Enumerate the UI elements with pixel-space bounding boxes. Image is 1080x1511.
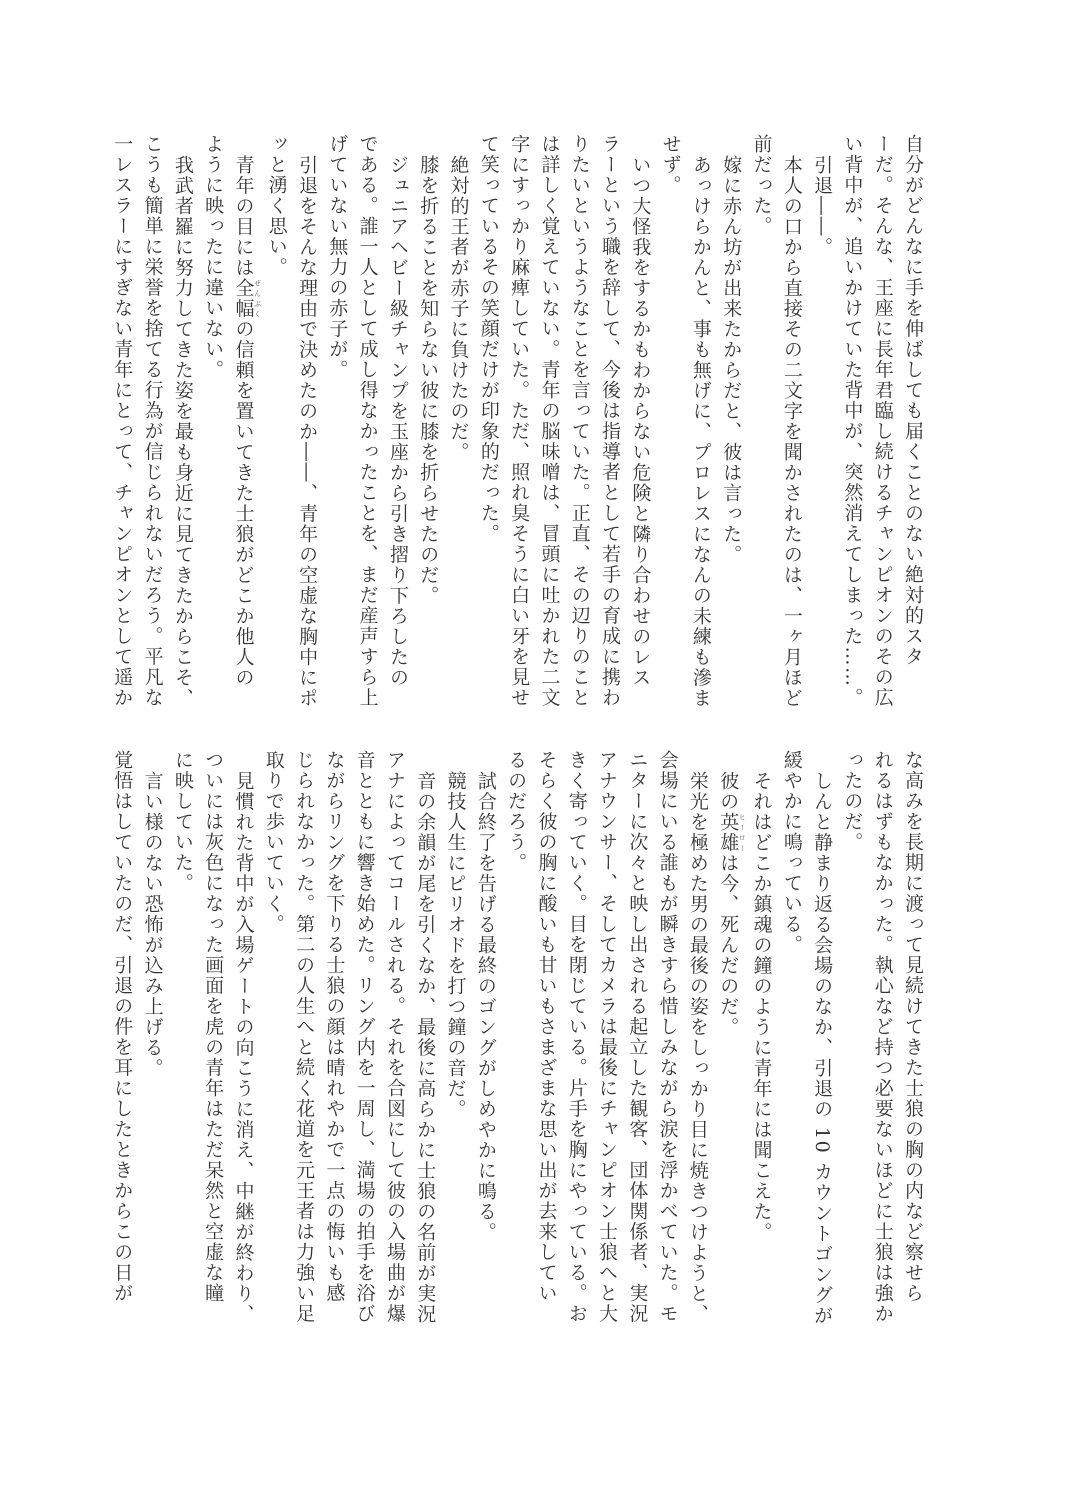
text-line: 一レスラーにすぎない青年にとって、チャンピオンとして遥か [111, 134, 134, 708]
text-line: 覚悟はしていたのだ、引退の件を耳にしたときからこの日が [111, 750, 134, 1304]
ruby-reading: ぜんぷく [253, 277, 262, 319]
text-line: ッと湧く思い。 [265, 134, 288, 278]
text-line: い背中が、追いかけていた背中が、突然消えてしまった……。 [841, 134, 864, 708]
text-segment: の信頼を置いてきた士狼がどこか他人の [232, 318, 255, 688]
text-line: ついには灰色になった画面を虎の青年はただ呆然と空虚な瞳 [202, 750, 225, 1304]
text-line: ように映ったに違いない。 [202, 134, 225, 380]
text-line: あっけらかんと、事も無げに、プロレスになんの未練も滲ま [689, 154, 712, 708]
text-line: 嫁に赤ん坊が出来たからだと、彼は言った。 [720, 154, 743, 565]
text-line: ニターに次々と映し出される起立した観客、団体関係者、実況 [626, 750, 649, 1324]
text-line: しんと静まり返る会場のなか、引退の 10 カウントゴングが [811, 770, 834, 1326]
text-line: 本人の口から直接その二文字を聞かされたのは、一ヶ月ほど [780, 154, 803, 708]
text-line: 会場にいる誰もが瞬きすら惜しみながら涙を浮かべていた。モ [656, 750, 679, 1324]
text-line: 音の余韻が尾を引くなか、最後に高らかに士狼の名前が実況 [414, 770, 437, 1324]
text-line: げていない無力の赤子が。 [326, 134, 349, 380]
text-line: 緩やかに鳴っている。 [780, 750, 803, 955]
text-segment: 青年の目には [232, 154, 255, 278]
text-line: 音とともに響き始めた。リング内を一周し、満場の拍手を浴び [353, 750, 376, 1324]
text-line: 引退――。 [811, 154, 834, 257]
text-line: 自分がどんなに手を伸ばしても届くことのない絶対的スタ [902, 134, 924, 667]
text-line: 栄光を極めた男の最後の姿をしっかり目に焼きつけようと、 [686, 770, 709, 1324]
text-block-top [106, 134, 928, 734]
text-block-bottom [106, 750, 928, 1360]
text-line: である。誰一人として成し得なかったことを、まだ産声すら上 [356, 134, 379, 708]
text-line: せず。 [659, 134, 682, 196]
text-line: は詳しく覚えていない。青年の脳味噌は、冒頭に吐かれた二文 [538, 134, 561, 708]
text-line: ながらリングを下りる士狼の顔は晴れやかで一点の悔いも感 [323, 750, 346, 1304]
text-line: アナウンサー、そしてカメラは最後にチャンピオン士狼へと大 [596, 750, 619, 1324]
ruby-base: 英雄 [717, 811, 740, 853]
text-segment: は今、死んだのだ。 [717, 852, 740, 1037]
text-line: 字にすっかり麻痺していた。ただ、照れ臭そうに白い牙を見せ [508, 134, 531, 708]
ruby-base: 全幅 [232, 277, 255, 319]
text-line: じられなかった。第二の人生へと続く花道を元王者は力強い足 [293, 750, 316, 1324]
text-line: 試合終了を告げる最終のゴングがしめやかに鳴る。 [474, 770, 497, 1242]
text-line: な高みを長期に渡って見続けてきた士狼の胸の内など察せら [902, 750, 924, 1304]
ruby-annotation [717, 811, 747, 853]
text-line: きく寄っていく。目を閉じている。片手を胸にやっている。お [565, 750, 588, 1324]
text-line: こうも簡単に栄誉を捨てる行為が信じられないだろう。平凡な [141, 134, 164, 708]
text-line: 取りで歩いていく。 [262, 750, 285, 935]
text-line: 引退をそんな理由で決めたのか――、青年の空虚な胸中にポ [296, 154, 319, 708]
text-line: 前だった。 [750, 134, 773, 237]
ruby-reading: ヒーロー [738, 811, 747, 853]
text-line: ったのだ。 [841, 750, 864, 853]
text-line: 絶対的王者が赤子に負けたのだ。 [447, 154, 470, 462]
text-line: ーだ。そんな、王座に長年君臨し続けるチャンピオンのその広 [871, 134, 894, 708]
text-segment: 彼の [717, 770, 740, 812]
text-line: 言い様のない恐怖が込み上げる。 [141, 770, 164, 1078]
text-line: 我武者羅に努力してきた姿を最も身近に見てきたからこそ、 [171, 154, 194, 708]
text-line: ジュニアヘビー級チャンプを玉座から引き摺り下ろしたの [386, 154, 409, 688]
ruby-annotation [232, 277, 262, 319]
text-line [228, 134, 261, 734]
text-line [713, 750, 746, 1360]
text-line: て笑っているその笑顔だけが印象的だった。 [477, 134, 500, 544]
text-line: りたいというようなことを言っていた。正直、その辺りのこと [568, 134, 591, 708]
text-line: アナによってコールされる。それを合図にして彼の入場曲が爆 [383, 750, 406, 1324]
text-line: るのだろう。 [505, 750, 528, 873]
text-line: に映していた。 [171, 750, 194, 894]
text-line: そらく彼の胸に酸いも甘いもさまざまな思い出が去来してい [535, 750, 558, 1304]
text-line: ラーという職を辞して、今後は指導者として若手の育成に携わ [599, 134, 622, 708]
text-line: れるはずもなかった。執心など持つ必要ないほどに士狼は強か [871, 750, 894, 1324]
text-line: いつ大怪我をするかもわからない危険と隣り合わせのレス [629, 154, 652, 688]
text-line: 膝を折ることを知らない彼に膝を折らせたのだ。 [417, 154, 440, 606]
text-line: それはどこか鎮魂の鐘のように青年には聞こえた。 [750, 770, 773, 1242]
text-line: 見慣れた背中が入場ゲートの向こうに消え、中継が終わり、 [232, 770, 255, 1324]
text-line: 競技人生にピリオドを打つ鐘の音だ。 [444, 770, 467, 1119]
